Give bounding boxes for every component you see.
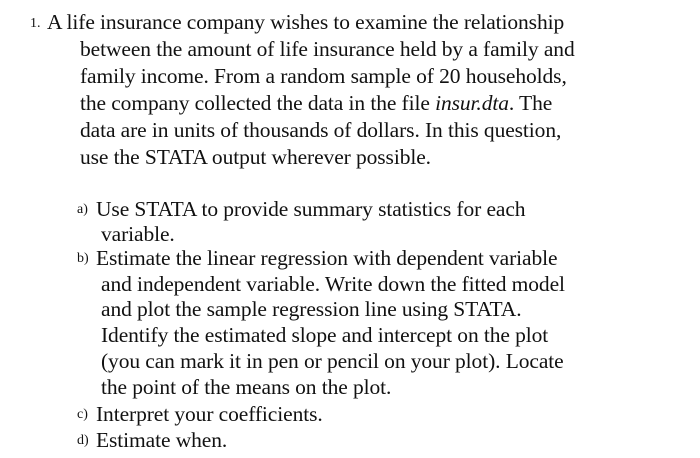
- part-b-line-2: and independent variable. Write down the fitted model: [101, 272, 565, 296]
- question-line-1: A life insurance company wishes to examine the relationship: [47, 10, 565, 34]
- question-line-4-text: the company collected the data in the file: [80, 91, 436, 115]
- part-c-marker: c): [77, 407, 88, 422]
- part-a-marker: a): [77, 202, 88, 217]
- question-line-5: data are in units of thousands of dollars. In this question,: [80, 118, 562, 142]
- part-b-marker: b): [77, 251, 89, 266]
- question-line-2: between the amount of life insurance held by a family and: [80, 37, 575, 61]
- question-line-3: family income. From a random sample of 20 households,: [80, 64, 567, 88]
- question-line-4-tail: . The: [508, 91, 553, 115]
- part-b-line-4: Identify the estimated slope and intercept on the plot: [101, 323, 549, 347]
- part-a-line-2: variable.: [101, 222, 175, 246]
- part-d-line-1: Estimate when.: [96, 428, 228, 452]
- part-b-line-5: (you can mark it in pen or pencil on your plot). Locate: [101, 349, 564, 373]
- part-b-line-6: the point of the means on the plot.: [101, 375, 392, 399]
- data-filename: insur.dta: [435, 91, 509, 115]
- question-line-6: use the STATA output wherever possible.: [80, 145, 431, 169]
- part-c-line-1: Interpret your coefficients.: [96, 402, 323, 426]
- part-d-marker: d): [77, 433, 89, 448]
- question-line-4: [80, 90, 552, 116]
- question-number: 1.: [30, 16, 41, 31]
- part-a-line-1: Use STATA to provide summary statistics for each: [96, 197, 526, 221]
- part-b-line-1: Estimate the linear regression with dependent variable: [96, 246, 558, 270]
- part-b-line-3: and plot the sample regression line using STATA.: [101, 297, 522, 321]
